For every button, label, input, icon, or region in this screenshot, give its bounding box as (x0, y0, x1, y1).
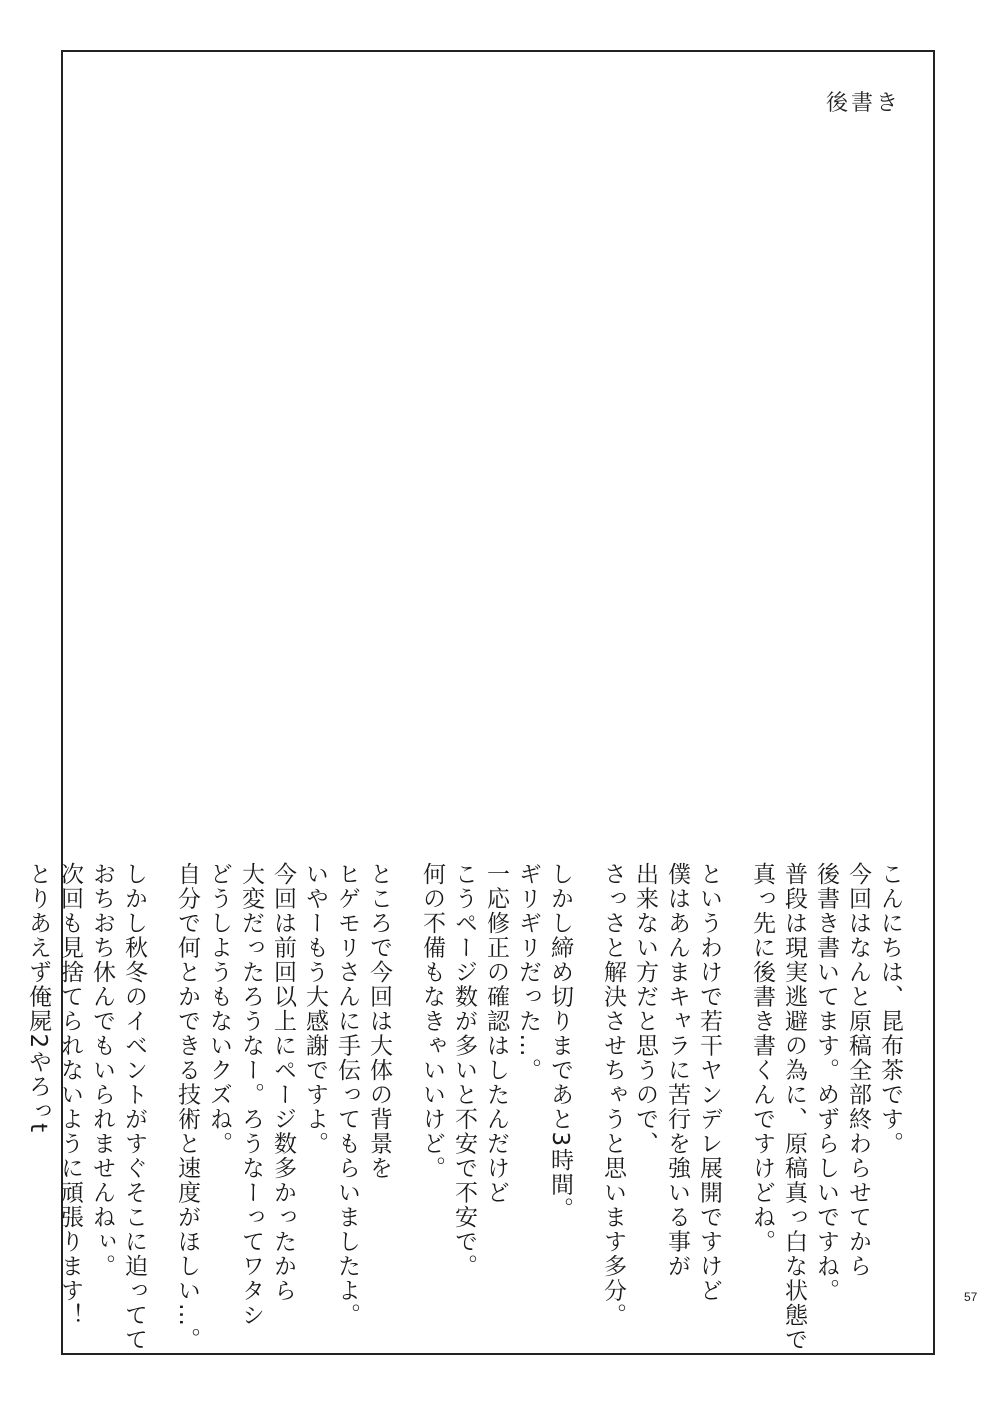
page-heading: 後書き (825, 91, 901, 116)
text-line: 出来ない方だと思うので、 (632, 862, 658, 1156)
text-line: 僕はあんまキャラに苦行を強いる事が (664, 862, 690, 1279)
text-line: こんにちは、昆布茶です。 (877, 862, 903, 1156)
text-line: 真っ先に後書き書くんですけどね。 (749, 862, 775, 1254)
text-line: どうしようもないクズね。 (206, 862, 232, 1156)
paragraph-thanks (174, 862, 392, 1352)
text-line: ヒゲモリさんに手伝ってもらいましたよ。 (334, 862, 360, 1328)
page-border (25, 50, 935, 1355)
text-line: 大変だったろうなー。ろうなーってワタシ (238, 862, 264, 1328)
paragraph-story (600, 862, 722, 1332)
text-line: 後書き書いてます。めずらしいですね。 (813, 862, 839, 1303)
text-line: ところで今回は大体の背景を (366, 862, 392, 1181)
text-line: 今回はなんと原稿全部終わらせてから (845, 862, 871, 1279)
text-line: いやーもう大感謝ですよ。 (302, 862, 328, 1156)
text-line: しかし締め切りまであと3時間。 (547, 862, 573, 1222)
paragraph-deadline (419, 862, 573, 1332)
text-line: しかし秋冬のイベントがすぐそこに迫ってて (121, 862, 147, 1352)
afterword-text (25, 862, 903, 1352)
text-line: とりあえず俺屍2やろっt (25, 862, 51, 1134)
text-line: 一応修正の確認はしたんだけど (483, 862, 509, 1205)
text-line: こうページ数が多いと不安で不安で。 (451, 862, 477, 1279)
text-line: ギリギリだった…。 (515, 862, 541, 1083)
text-line: 自分で何とかできる技術と速度がほしい…。 (174, 862, 200, 1352)
page-number: 57 (964, 1290, 978, 1304)
text-line: 普段は現実逃避の為に、原稿真っ白な状態で (781, 862, 807, 1352)
paragraph-closing (25, 862, 147, 1352)
paragraph-greeting (749, 862, 903, 1352)
text-line: 次回も見捨てられないように頑張ります！ (57, 862, 83, 1328)
text-line: 何の不備もなきゃいいけど。 (419, 862, 445, 1181)
text-line: おちおち休んでもいられませんねぃ。 (89, 862, 115, 1279)
text-line: さっさと解決させちゃうと思います多分。 (600, 862, 626, 1328)
text-line: というわけで若干ヤンデレ展開ですけど (696, 862, 722, 1303)
text-line: 今回は前回以上にページ数多かったから (270, 862, 296, 1303)
